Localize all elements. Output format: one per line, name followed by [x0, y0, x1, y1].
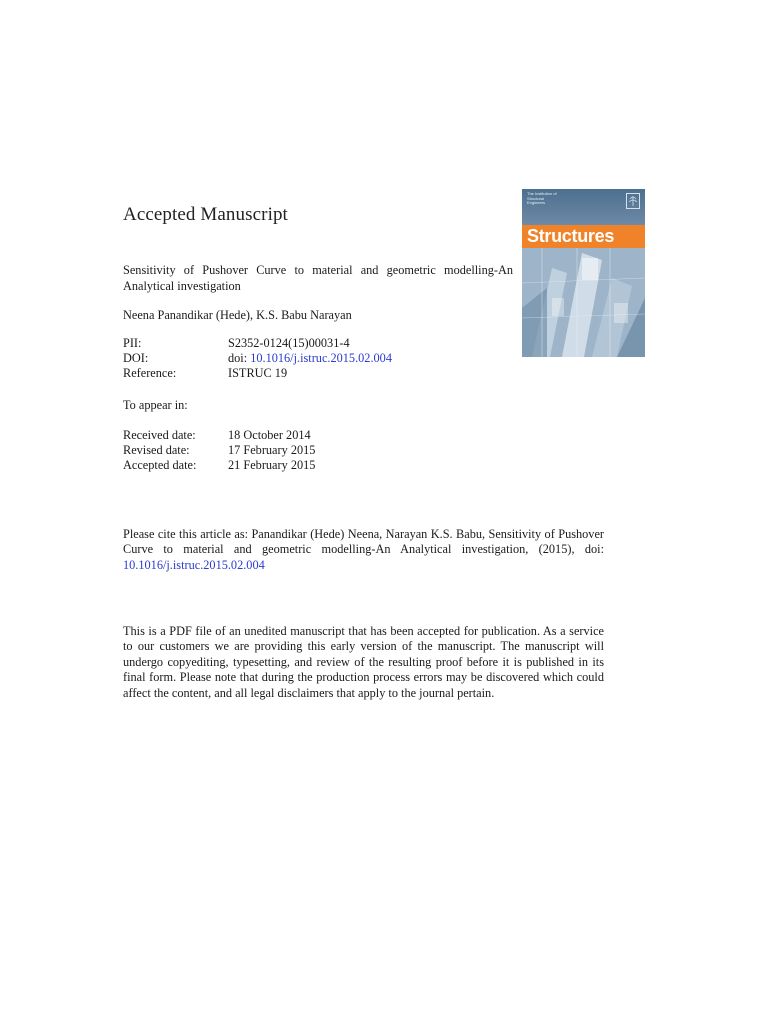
reference-value: ISTRUC 19: [228, 366, 288, 380]
received-row: [123, 428, 311, 443]
doi-label: DOI:: [123, 351, 149, 365]
reference-label: Reference:: [123, 366, 177, 380]
cover-artwork: [522, 248, 645, 357]
article-title: Sensitivity of Pushover Curve to material and geometric modelling-An Analytical investigation: [123, 263, 513, 293]
received-value: 18 October 2014: [228, 428, 311, 442]
pii-label: PII:: [123, 336, 142, 350]
citation-paragraph: [123, 527, 604, 573]
elsevier-logo-icon: [626, 193, 640, 209]
accepted-row: [123, 458, 315, 473]
doi-link[interactable]: 10.1016/j.istruc.2015.02.004: [250, 351, 392, 365]
cover-institution-line: Structural: [527, 195, 545, 201]
pii-value: S2352-0124(15)00031-4: [228, 336, 350, 350]
to-appear-in: To appear in:: [123, 398, 188, 412]
journal-cover: [522, 189, 645, 357]
revised-label: Revised date:: [123, 443, 190, 457]
cover-journal-name: Structures: [527, 226, 615, 246]
cover-institution-line: The Institution of: [527, 191, 557, 196]
cover-institution: [527, 192, 567, 206]
doi-row: [123, 351, 392, 366]
doi-prefix: doi:: [228, 351, 251, 365]
revised-value: 17 February 2015: [228, 443, 316, 457]
citation-doi-link[interactable]: 10.1016/j.istruc.2015.02.004: [123, 557, 265, 572]
cover-institution-line: Engineers: [527, 200, 546, 206]
accepted-label: Accepted date:: [123, 458, 197, 472]
received-label: Received date:: [123, 428, 196, 442]
reference-row: [123, 366, 287, 381]
authors: Neena Panandikar (Hede), K.S. Babu Narayan: [123, 308, 352, 322]
manuscript-notice: This is a PDF file of an unedited manuscript that has been accepted for publication. As a service to our customers we are providing this early version of the manuscript. The manuscript will undergo copyediting, typesetting, and review of the resulting proof before it is published in its final form. Please note that during the production process errors may be discovered which could affect the content, and all legal disclaimers that apply to the journal pertain.: [123, 624, 604, 700]
revised-row: [123, 443, 315, 458]
citation-text: Please cite this article as: Panandikar (Hede) Neena, Narayan K.S. Babu, Sensitivity of Pushover Curve to material and geometric modelling-An Analytical investigation, (2015), doi:: [123, 527, 604, 557]
pii-row: [123, 336, 350, 351]
accepted-value: 21 February 2015: [228, 458, 316, 472]
page-title: Accepted Manuscript: [123, 204, 288, 225]
